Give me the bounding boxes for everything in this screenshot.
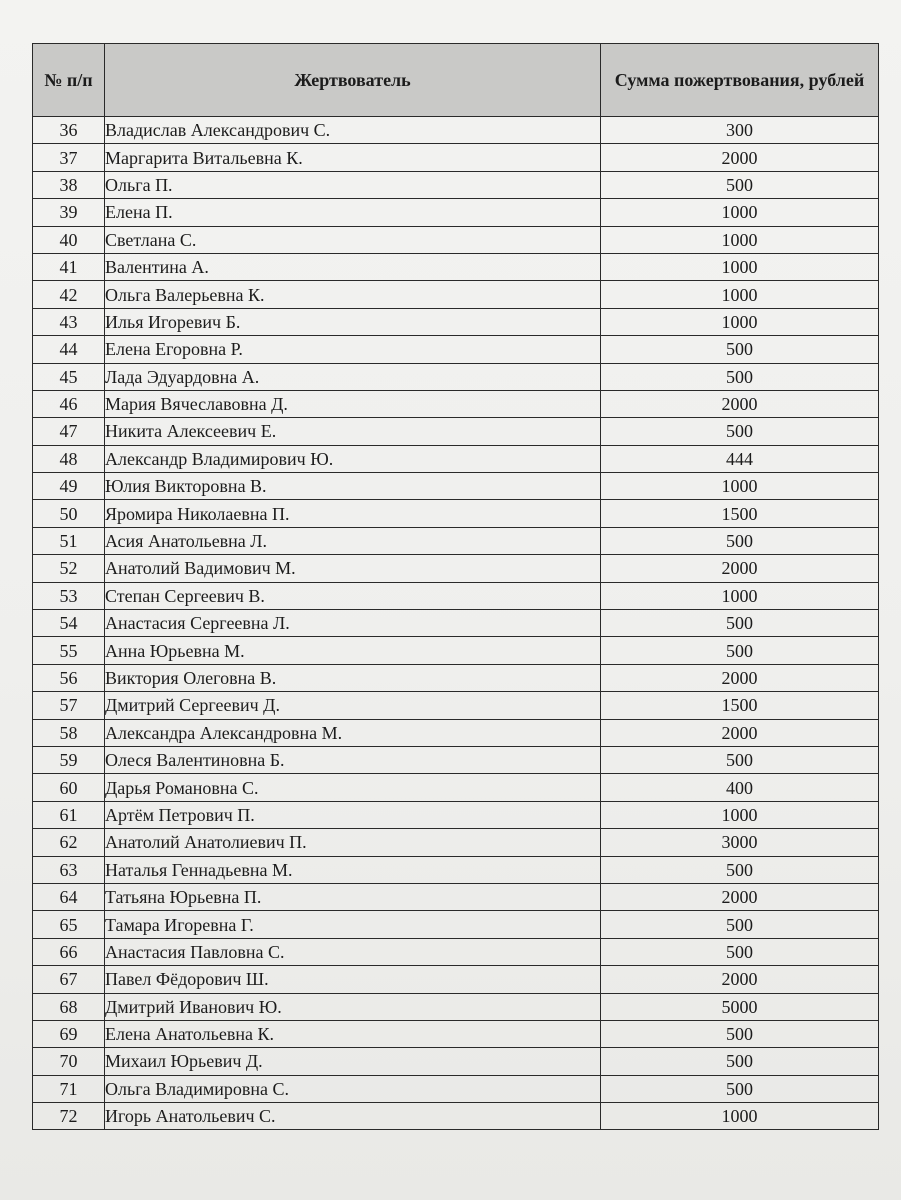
- table-row: [33, 527, 879, 554]
- header-amount: Сумма пожертвования, рублей: [601, 44, 879, 117]
- row-amount: 500: [601, 336, 879, 363]
- row-amount: 400: [601, 774, 879, 801]
- row-amount: 2000: [601, 719, 879, 746]
- row-donor: Анатолий Вадимович М.: [105, 555, 601, 582]
- row-amount: 500: [601, 911, 879, 938]
- table-row: [33, 692, 879, 719]
- row-donor: Наталья Геннадьевна М.: [105, 856, 601, 883]
- row-donor: Олеся Валентиновна Б.: [105, 746, 601, 773]
- row-number: 40: [33, 226, 105, 253]
- row-donor: Игорь Анатольевич С.: [105, 1103, 601, 1130]
- row-amount: 500: [601, 1048, 879, 1075]
- row-donor: Лада Эдуардовна А.: [105, 363, 601, 390]
- row-number: 48: [33, 445, 105, 472]
- row-number: 43: [33, 308, 105, 335]
- row-number: 63: [33, 856, 105, 883]
- row-number: 71: [33, 1075, 105, 1102]
- table-row: [33, 281, 879, 308]
- row-number: 45: [33, 363, 105, 390]
- row-amount: 1500: [601, 500, 879, 527]
- row-amount: 500: [601, 171, 879, 198]
- row-donor: Елена П.: [105, 199, 601, 226]
- row-donor: Александра Александровна М.: [105, 719, 601, 746]
- table-row: [33, 1048, 879, 1075]
- row-donor: Дмитрий Иванович Ю.: [105, 993, 601, 1020]
- row-number: 54: [33, 610, 105, 637]
- row-number: 46: [33, 390, 105, 417]
- row-number: 67: [33, 966, 105, 993]
- table-header-row: [33, 44, 879, 117]
- row-amount: 1500: [601, 692, 879, 719]
- table-row: [33, 774, 879, 801]
- row-amount: 2000: [601, 555, 879, 582]
- row-number: 61: [33, 801, 105, 828]
- row-donor: Елена Егоровна Р.: [105, 336, 601, 363]
- row-number: 36: [33, 117, 105, 144]
- row-amount: 1000: [601, 473, 879, 500]
- table-row: [33, 555, 879, 582]
- table-row: [33, 171, 879, 198]
- row-number: 55: [33, 637, 105, 664]
- row-number: 38: [33, 171, 105, 198]
- row-amount: 1000: [601, 281, 879, 308]
- table-row: [33, 938, 879, 965]
- row-number: 39: [33, 199, 105, 226]
- table-row: [33, 610, 879, 637]
- row-amount: 500: [601, 610, 879, 637]
- row-amount: 500: [601, 1075, 879, 1102]
- row-donor: Анна Юрьевна М.: [105, 637, 601, 664]
- row-donor: Павел Фёдорович Ш.: [105, 966, 601, 993]
- row-number: 53: [33, 582, 105, 609]
- row-number: 56: [33, 664, 105, 691]
- row-number: 59: [33, 746, 105, 773]
- table-row: [33, 1103, 879, 1130]
- row-donor: Маргарита Витальевна К.: [105, 144, 601, 171]
- row-amount: 444: [601, 445, 879, 472]
- row-number: 66: [33, 938, 105, 965]
- row-donor: Елена Анатольевна К.: [105, 1020, 601, 1047]
- row-amount: 500: [601, 856, 879, 883]
- row-amount: 2000: [601, 144, 879, 171]
- row-donor: Светлана С.: [105, 226, 601, 253]
- row-number: 57: [33, 692, 105, 719]
- row-number: 58: [33, 719, 105, 746]
- table-row: [33, 582, 879, 609]
- table-row: [33, 336, 879, 363]
- table-row: [33, 418, 879, 445]
- row-number: 64: [33, 883, 105, 910]
- table-row: [33, 637, 879, 664]
- row-donor: Татьяна Юрьевна П.: [105, 883, 601, 910]
- table-row: [33, 308, 879, 335]
- row-donor: Анастасия Павловна С.: [105, 938, 601, 965]
- table-row: [33, 253, 879, 280]
- row-donor: Владислав Александрович С.: [105, 117, 601, 144]
- row-donor: Степан Сергеевич В.: [105, 582, 601, 609]
- row-number: 62: [33, 829, 105, 856]
- table-row: [33, 199, 879, 226]
- row-number: 69: [33, 1020, 105, 1047]
- row-number: 70: [33, 1048, 105, 1075]
- table-row: [33, 993, 879, 1020]
- table-row: [33, 966, 879, 993]
- row-number: 68: [33, 993, 105, 1020]
- row-amount: 1000: [601, 226, 879, 253]
- row-amount: 3000: [601, 829, 879, 856]
- row-donor: Яромира Николаевна П.: [105, 500, 601, 527]
- row-donor: Илья Игоревич Б.: [105, 308, 601, 335]
- row-number: 44: [33, 336, 105, 363]
- row-donor: Тамара Игоревна Г.: [105, 911, 601, 938]
- table-row: [33, 226, 879, 253]
- row-amount: 1000: [601, 253, 879, 280]
- table-row: [33, 911, 879, 938]
- table-row: [33, 1075, 879, 1102]
- row-amount: 500: [601, 1020, 879, 1047]
- row-number: 65: [33, 911, 105, 938]
- row-amount: 500: [601, 527, 879, 554]
- row-donor: Ольга Валерьевна К.: [105, 281, 601, 308]
- row-donor: Никита Алексеевич Е.: [105, 418, 601, 445]
- row-number: 72: [33, 1103, 105, 1130]
- table-row: [33, 144, 879, 171]
- table-row: [33, 746, 879, 773]
- header-number: № п/п: [33, 44, 105, 117]
- table-row: [33, 117, 879, 144]
- row-amount: 2000: [601, 664, 879, 691]
- row-number: 49: [33, 473, 105, 500]
- table-row: [33, 829, 879, 856]
- row-donor: Виктория Олеговна В.: [105, 664, 601, 691]
- row-donor: Ольга П.: [105, 171, 601, 198]
- table-row: [33, 500, 879, 527]
- row-donor: Асия Анатольевна Л.: [105, 527, 601, 554]
- donations-table: [32, 43, 879, 1130]
- row-amount: 2000: [601, 390, 879, 417]
- row-number: 47: [33, 418, 105, 445]
- table-row: [33, 883, 879, 910]
- row-amount: 300: [601, 117, 879, 144]
- table-body: [33, 117, 879, 1130]
- table-row: [33, 390, 879, 417]
- row-amount: 500: [601, 746, 879, 773]
- row-donor: Дмитрий Сергеевич Д.: [105, 692, 601, 719]
- row-amount: 1000: [601, 1103, 879, 1130]
- row-donor: Мария Вячеславовна Д.: [105, 390, 601, 417]
- table-row: [33, 363, 879, 390]
- table-row: [33, 1020, 879, 1047]
- table-row: [33, 473, 879, 500]
- table-row: [33, 801, 879, 828]
- row-donor: Анастасия Сергеевна Л.: [105, 610, 601, 637]
- row-amount: 1000: [601, 582, 879, 609]
- header-donor: Жертвователь: [105, 44, 601, 117]
- row-number: 60: [33, 774, 105, 801]
- row-number: 41: [33, 253, 105, 280]
- row-amount: 500: [601, 637, 879, 664]
- row-donor: Александр Владимирович Ю.: [105, 445, 601, 472]
- row-amount: 500: [601, 363, 879, 390]
- row-donor: Михаил Юрьевич Д.: [105, 1048, 601, 1075]
- row-amount: 1000: [601, 199, 879, 226]
- row-amount: 5000: [601, 993, 879, 1020]
- row-amount: 500: [601, 938, 879, 965]
- row-amount: 2000: [601, 966, 879, 993]
- table-row: [33, 664, 879, 691]
- row-amount: 2000: [601, 883, 879, 910]
- table-row: [33, 856, 879, 883]
- row-donor: Юлия Викторовна В.: [105, 473, 601, 500]
- row-amount: 1000: [601, 801, 879, 828]
- table-row: [33, 719, 879, 746]
- row-number: 50: [33, 500, 105, 527]
- row-number: 52: [33, 555, 105, 582]
- table-row: [33, 445, 879, 472]
- row-donor: Дарья Романовна С.: [105, 774, 601, 801]
- row-donor: Ольга Владимировна С.: [105, 1075, 601, 1102]
- row-amount: 1000: [601, 308, 879, 335]
- row-amount: 500: [601, 418, 879, 445]
- row-number: 51: [33, 527, 105, 554]
- row-donor: Анатолий Анатолиевич П.: [105, 829, 601, 856]
- row-number: 42: [33, 281, 105, 308]
- row-number: 37: [33, 144, 105, 171]
- row-donor: Артём Петрович П.: [105, 801, 601, 828]
- row-donor: Валентина А.: [105, 253, 601, 280]
